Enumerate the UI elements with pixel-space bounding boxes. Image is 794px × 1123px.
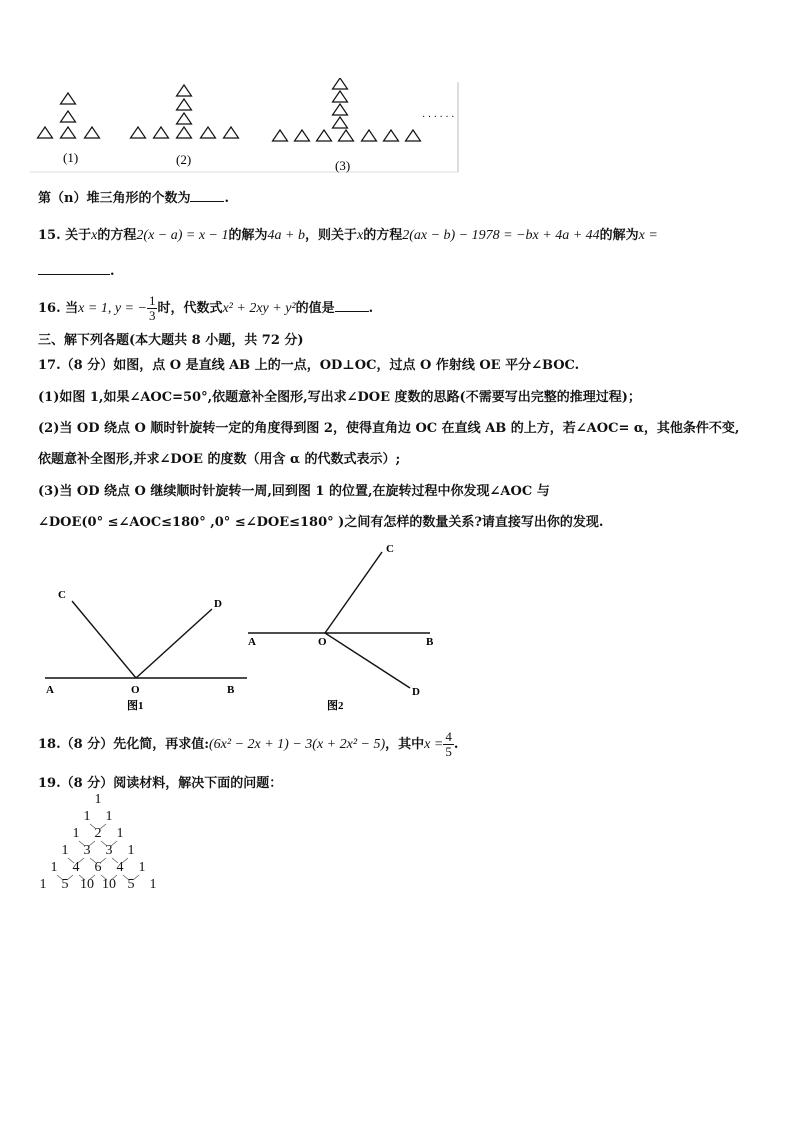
q14-blank[interactable]: [190, 189, 224, 202]
triangle-p3-col-2: [333, 104, 348, 115]
fig2-label-b: B: [426, 636, 434, 648]
pascal-entry-r5-c2: 10: [80, 877, 94, 892]
triangle-p3-col-3: [333, 91, 348, 102]
fig1-ray-oc: [72, 601, 136, 678]
fig2-label-c: C: [386, 543, 394, 555]
triangle-p1-base-1: [61, 127, 76, 138]
fig1-label-a: A: [46, 684, 54, 696]
q15-line: [38, 224, 658, 244]
q18-x-equals: x =: [424, 737, 444, 752]
q18-stem: 18.（8 分）先化简，再求值:: [38, 737, 209, 752]
pascal-entry-r2-c2: 1: [116, 826, 124, 841]
q15-x-equals: x =: [638, 228, 658, 243]
pascal-entry-r1-c0: 1: [83, 809, 91, 824]
continuation-dots: · · · · · ·: [422, 112, 455, 123]
figure-2-svg: [245, 540, 445, 715]
q14-text: 第（n）堆三角形的个数为: [38, 191, 191, 206]
q15-text-2: 的方程: [97, 228, 137, 243]
figure-1: [40, 585, 255, 715]
q16-condition: x = 1, y = −: [78, 301, 147, 316]
q17-part-2b: 依题意补全图形,并求∠DOE 的度数（用含 α 的代数式表示）;: [38, 452, 401, 467]
q15-solution-1: 4a + b: [267, 228, 305, 243]
triangle-p2-base-4: [224, 127, 239, 138]
pascal-entry-r4-c3: 4: [116, 860, 124, 875]
triangle-p3-base-2: [317, 130, 332, 141]
q15-text-3: 的解为: [228, 228, 268, 243]
q15-equation-1: 2(x − a) = x − 1: [136, 228, 229, 243]
pascal-entry-r1-c1: 1: [105, 809, 113, 824]
q15-var-x-2: x: [356, 228, 364, 243]
section-3-title: 三、解下列各题(本大题共 8 小题，共 72 分): [38, 333, 304, 348]
q18-expression: (6x² − 2x + 1) − 3(x + 2x² − 5): [209, 737, 386, 752]
triangle-p1-col-1: [61, 111, 76, 122]
triangle-p1-base-0: [38, 127, 53, 138]
triangle-p3-base-4: [362, 130, 377, 141]
fig1-label-b: B: [227, 684, 235, 696]
triangle-p2-base-1: [154, 127, 169, 138]
q17-part-3b: ∠DOE(0° ≤∠AOC≤180° ,0° ≤∠DOE≤180° )之间有怎样的数量关系?请直接写出你的发现.: [38, 515, 604, 530]
pascal-entry-r0-c0: 1: [94, 792, 102, 807]
q18-fraction: [443, 730, 454, 759]
pascal-entry-r2-c0: 1: [72, 826, 80, 841]
triangle-p3-base-6: [406, 130, 421, 141]
pascal-entry-r4-c4: 1: [138, 860, 146, 875]
triangle-p3-base-0: [273, 130, 288, 141]
q18-frac-num: 4: [445, 729, 452, 744]
triangle-pattern-svg: [30, 78, 462, 176]
q15-text-6: 的解为: [599, 228, 639, 243]
fig2-label-a: A: [248, 636, 256, 648]
q17-stem: 17.（8 分）如图，点 O 是直线 AB 上的一点，OD⊥OC，过点 O 作射线 OE 平分∠BOC.: [38, 358, 580, 373]
pascal-entry-r5-c3: 10: [102, 877, 116, 892]
triangle-p1-base-2: [85, 127, 100, 138]
q15-text-5: 的方程: [363, 228, 403, 243]
q15-period: .: [110, 264, 115, 279]
triangle-p3-base-5: [384, 130, 399, 141]
triangles: [38, 78, 421, 141]
triangle-p3-base-1: [295, 130, 310, 141]
q15-text-4: ，则关于: [304, 228, 357, 243]
q16-blank[interactable]: [335, 299, 369, 312]
pascal-triangle: [40, 792, 190, 897]
fig1-label-o: O: [131, 684, 140, 696]
q15-number: 15.: [38, 228, 61, 243]
pattern-label-2: (2): [176, 152, 192, 167]
fig2-label-d: D: [412, 686, 420, 698]
triangle-p3-col-4: [333, 78, 348, 89]
q16-text-2: 时，代数式: [157, 301, 223, 316]
pascal-entry-r4-c2: 6: [94, 860, 102, 875]
triangle-p3-base-3: [339, 130, 354, 141]
q16-frac-den: 3: [148, 308, 156, 323]
q16-number: 16.: [38, 301, 61, 316]
q17-part-3a: (3)当 OD 绕点 O 继续顺时针旋转一周,回到图 1 的位置,在旋转过程中你发现∠AOC 与: [38, 484, 550, 499]
pascal-entry-r5-c1: 5: [61, 877, 69, 892]
fig2-caption: 图2: [327, 700, 344, 712]
q16-line: [38, 294, 373, 323]
q14-answer-line: [38, 187, 229, 206]
q18-text-2: ，其中: [385, 737, 425, 752]
fig1-label-d: D: [214, 598, 222, 610]
triangle-p2-col-1: [177, 113, 192, 124]
q16-fraction: [147, 294, 158, 323]
triangle-p1-col-2: [61, 93, 76, 104]
pascal-entry-r3-c2: 3: [105, 843, 113, 858]
q19-stem: 19.（8 分）阅读材料，解决下面的问题：: [38, 776, 283, 791]
pascal-entry-r3-c3: 1: [127, 843, 135, 858]
pascal-entry-r3-c0: 1: [61, 843, 69, 858]
pascal-entry-r4-c1: 4: [72, 860, 80, 875]
pattern-label-1: (1): [63, 150, 79, 165]
q15-text-1: 关于: [65, 228, 92, 243]
triangle-p3-col-1: [333, 117, 348, 128]
q15-var-x: x: [91, 228, 98, 243]
figure-1-svg: [40, 585, 255, 715]
q17-part-2a: (2)当 OD 绕点 O 顺时针旋转一定的角度得到图 2，使得直角边 OC 在直线 AB 的上方，若∠AOC= α，其他条件不变,: [38, 421, 740, 436]
fig1-ray-od: [136, 609, 212, 678]
triangle-pattern-figure: [30, 78, 462, 176]
q17-part-1: (1)如图 1,如果∠AOC=50°,依题意补全图形,写出求∠DOE 度数的思路(不需要写出完整的推理过程)；: [38, 390, 641, 405]
pascal-entry-r4-c0: 1: [50, 860, 58, 875]
pascal-entry-r5-c0: 1: [39, 877, 47, 892]
pattern-label-3: (3): [335, 158, 351, 173]
q16-text-1: 当: [65, 301, 79, 316]
fig2-ray-oc: [325, 552, 382, 633]
q14-period: .: [224, 191, 229, 206]
triangle-p2-col-2: [177, 99, 192, 110]
fig2-ray-od: [325, 633, 410, 688]
triangle-p2-base-0: [131, 127, 146, 138]
q18-frac-den: 5: [445, 744, 452, 759]
triangle-p2-base-3: [201, 127, 216, 138]
q15-answer-line: [38, 262, 115, 279]
triangle-p2-col-3: [177, 85, 192, 96]
q16-frac-num: 1: [148, 293, 156, 308]
q16-expression: x² + 2xy + y²: [222, 301, 296, 316]
fig1-label-c: C: [58, 589, 66, 601]
q16-period: .: [368, 301, 374, 316]
figure-2: [245, 540, 445, 715]
pascal-entry-r3-c1: 3: [83, 843, 91, 858]
fig2-label-o: O: [318, 636, 327, 648]
pascal-entry-r2-c1: 2: [94, 826, 102, 841]
pascal-entry-r5-c4: 5: [127, 877, 135, 892]
pascal-entry-r5-c5: 1: [149, 877, 157, 892]
q15-blank[interactable]: [38, 262, 110, 275]
q18-line: [38, 730, 458, 759]
triangle-p2-base-2: [177, 127, 192, 138]
q18-period: .: [453, 737, 459, 752]
fig1-caption: 图1: [127, 700, 144, 712]
q15-equation-2: 2(ax − b) − 1978 = −bx + 4a + 44: [402, 228, 600, 243]
q16-text-3: 的值是: [295, 301, 335, 316]
